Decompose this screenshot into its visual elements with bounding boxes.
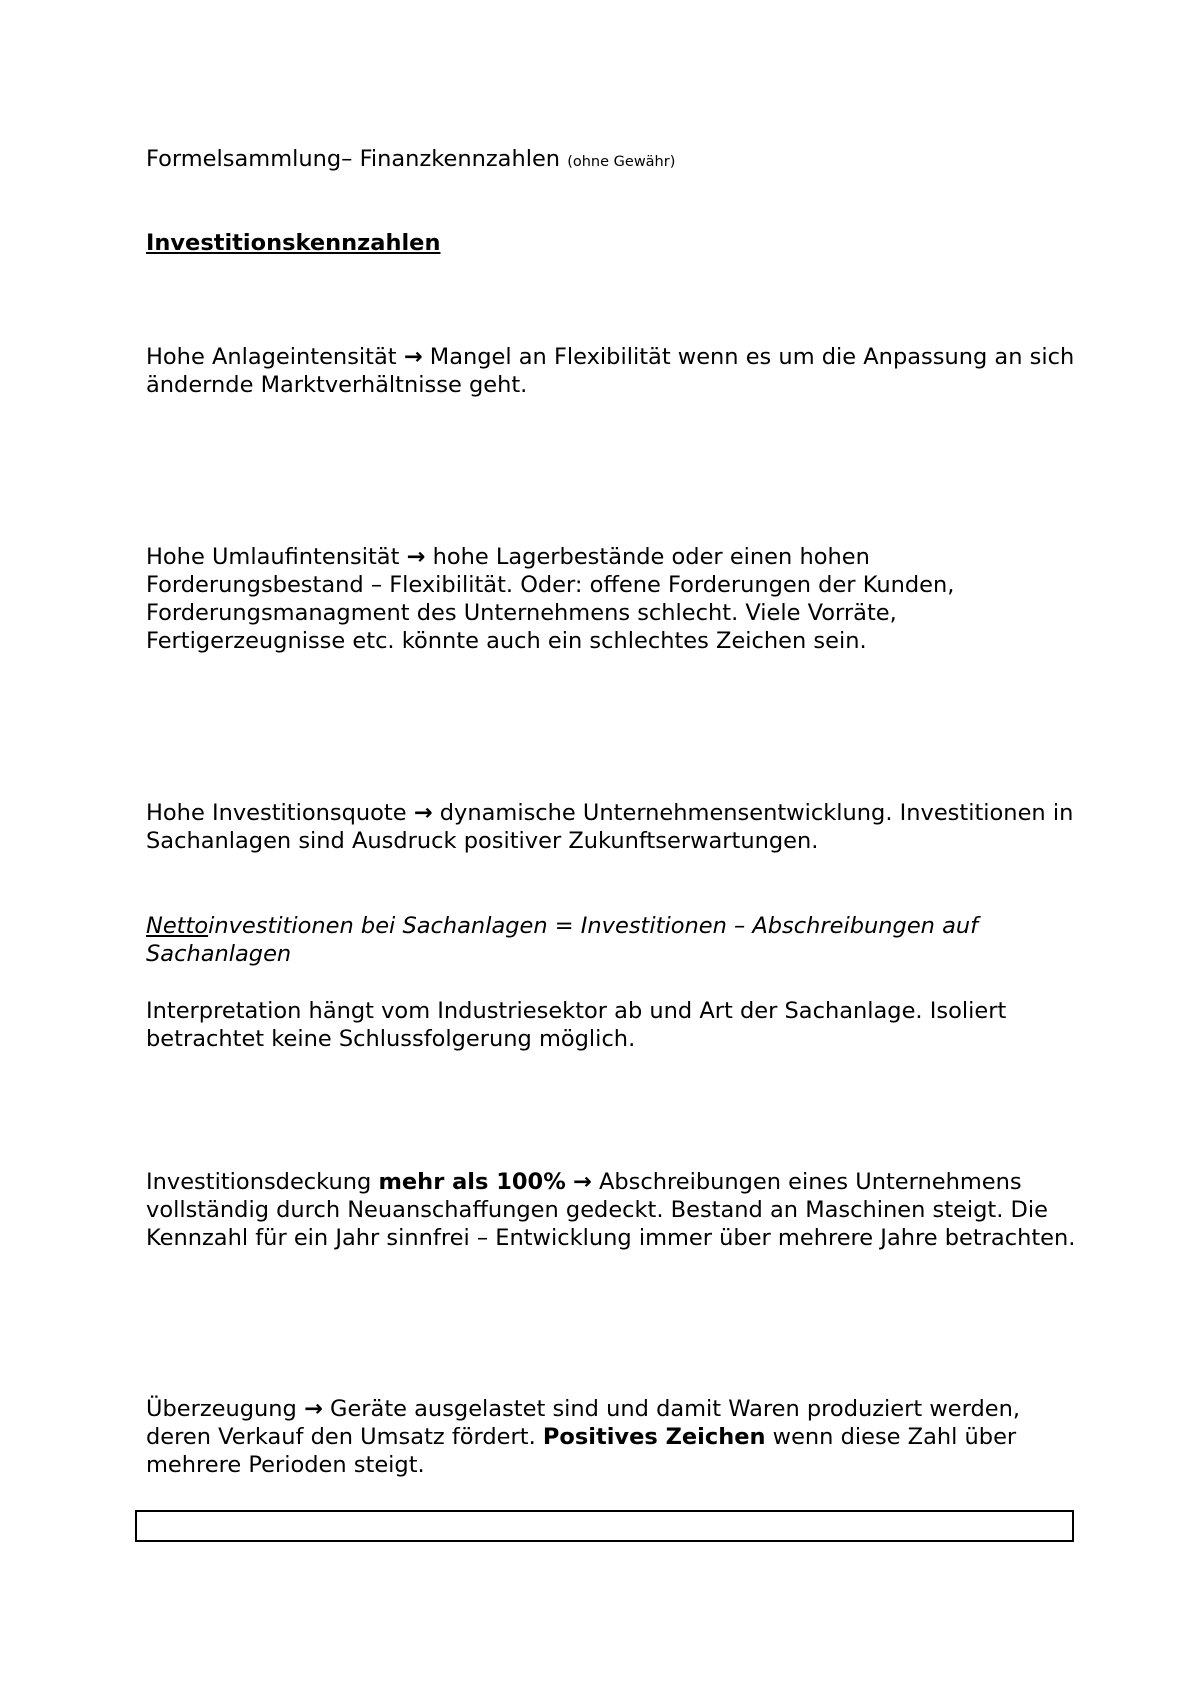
paragraph-ueberzeugung	[146, 1395, 1076, 1479]
ueberzeugung-text-after: wenn diese Zahl über mehrere Perioden steigt.	[146, 1424, 1017, 1478]
ueberzeugung-bold: Positives Zeichen	[542, 1424, 766, 1450]
paragraph-investitionsquote	[146, 799, 1076, 855]
paragraph-umlaufintensitaet	[146, 543, 1076, 655]
title-main: Formelsammlung– Finanzkennzahlen	[146, 146, 561, 172]
paragraph-interpretation	[146, 997, 1076, 1053]
investitionsdeckung-lead: Investitionsdeckung	[146, 1169, 372, 1195]
title-note: (ohne Gewähr)	[567, 154, 676, 170]
interpretation-text: Interpretation hängt vom Industriesektor ab und Art der Sachanlage. Isoliert betrachtet keine Schlussfolgerung möglich.	[146, 998, 1007, 1052]
paragraph-investitionsdeckung	[146, 1168, 1076, 1252]
netto-underlined: Netto	[146, 913, 209, 939]
ueberzeugung-text-before: Geräte ausgelastet sind und damit Waren produziert werden, deren Verkauf den Umsatz fördert.	[146, 1396, 1021, 1450]
section-heading: Investitionskennzahlen	[146, 230, 441, 256]
investitionsquote-text: dynamische Unternehmensentwicklung. Investitionen in Sachanlagen sind Ausdruck positiver Zukunftserwartungen.	[146, 800, 1074, 854]
umlaufintensitaet-lead: Hohe Umlaufintensität	[146, 544, 400, 570]
ueberzeugung-lead: Überzeugung	[146, 1396, 297, 1422]
nettoinvestitionen-text: investitionen bei Sachanlagen = Investitionen – Abschreibungen auf Sachanlagen	[146, 913, 979, 967]
arrow-right-icon: →	[572, 1169, 592, 1195]
paragraph-nettoinvestitionen-formula	[146, 912, 1076, 968]
arrow-right-icon: →	[406, 544, 426, 570]
investitionsdeckung-bold: mehr als 100%	[378, 1169, 566, 1195]
umlaufintensitaet-text: hohe Lagerbestände oder einen hohen Forderungsbestand – Flexibilität. Oder: offene Forderungen der Kunden, Forderungsmanagment des Unternehmens schlecht. Viele Vorräte, Fertigerzeugnisse etc. könnte auch ein schlechtes Zeichen sein.	[146, 544, 955, 654]
arrow-right-icon: →	[304, 1396, 323, 1422]
investitionsquote-lead: Hohe Investitionsquote	[146, 800, 407, 826]
anlageintensitaet-text: Mangel an Flexibilität wenn es um die Anpassung an sich ändernde Marktverhältnisse geht.	[146, 344, 1075, 398]
document-title	[146, 145, 1076, 176]
arrow-right-icon: →	[413, 800, 433, 826]
empty-table-box	[135, 1510, 1074, 1542]
anlageintensitaet-lead: Hohe Anlageintensität	[146, 344, 397, 370]
arrow-right-icon: →	[403, 344, 423, 370]
paragraph-anlageintensitaet	[146, 343, 1076, 399]
investitionsdeckung-text: Abschreibungen eines Unternehmens vollständig durch Neuanschaffungen gedeckt. Bestand an Maschinen steigt. Die Kennzahl für ein Jahr sinnfrei – Entwicklung immer über mehrere Jahre betrachten.	[146, 1169, 1076, 1251]
